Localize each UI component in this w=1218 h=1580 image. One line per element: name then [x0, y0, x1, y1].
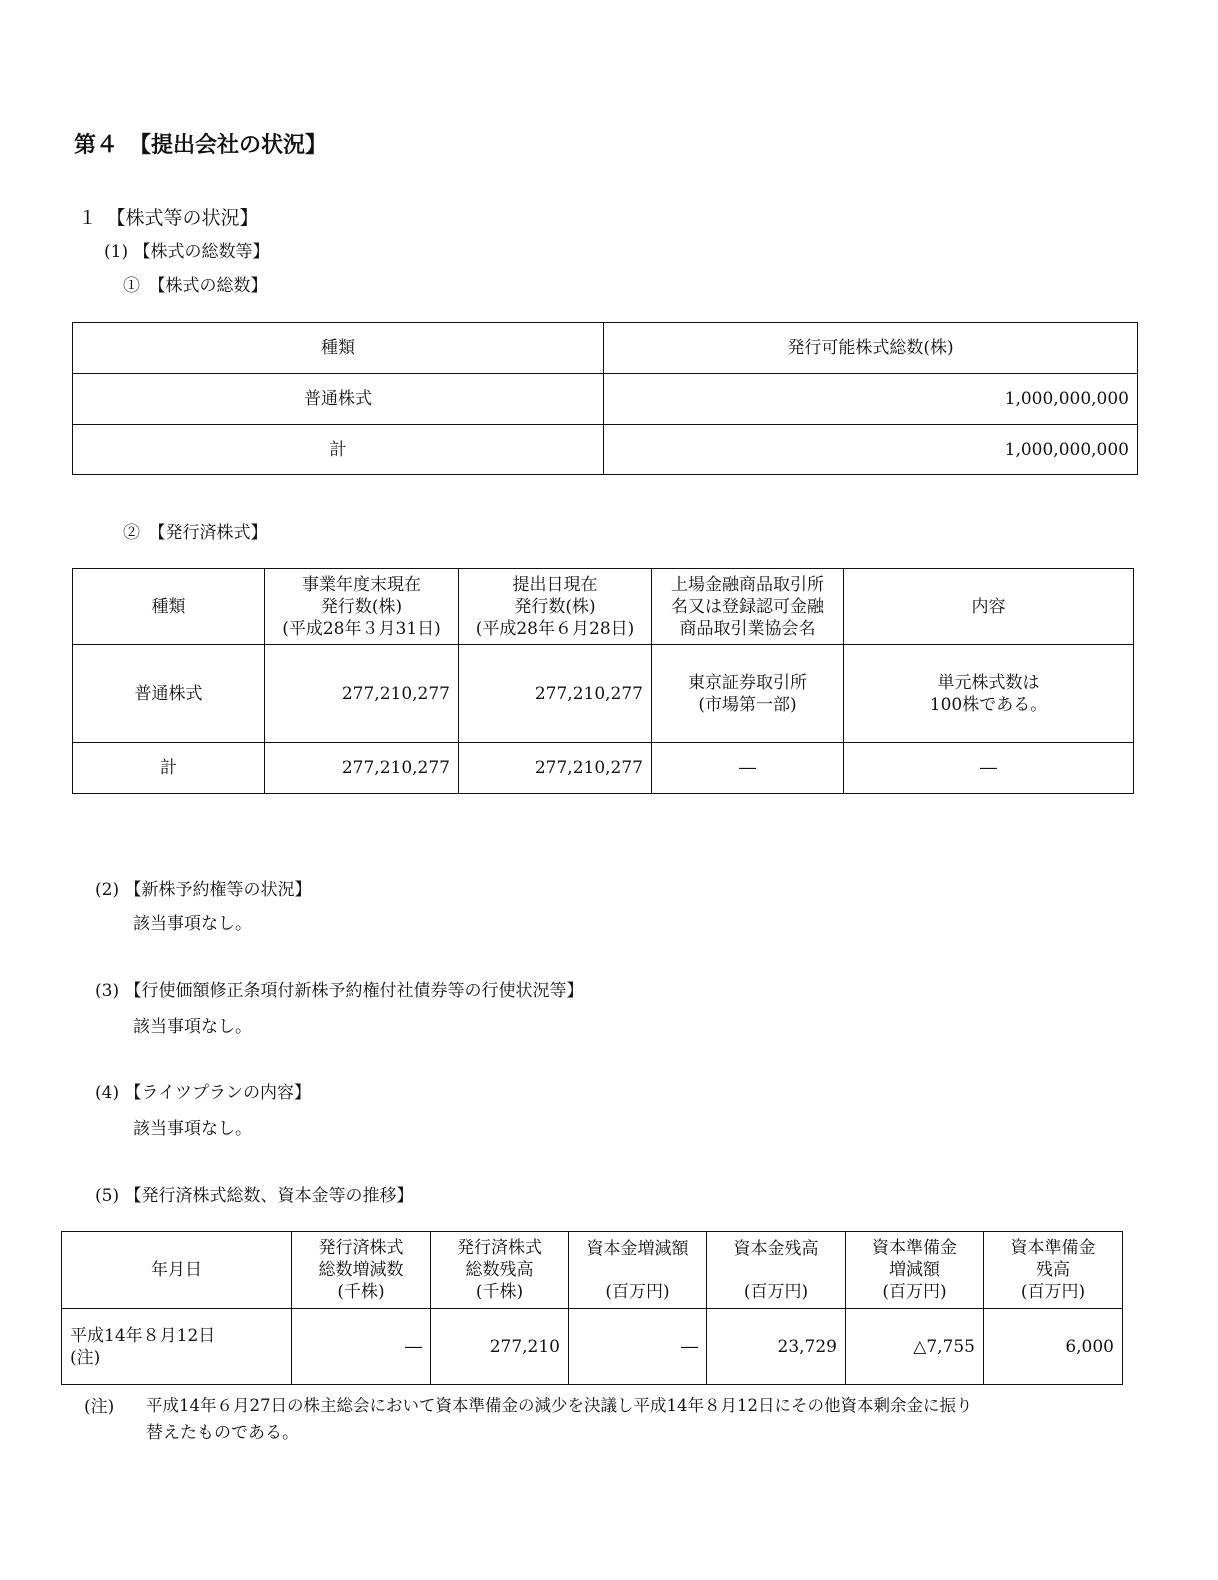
section-1-heading: １ 【株式等の状況】: [78, 207, 259, 229]
header-reserve-balance: 資本準備金 残高 (百万円): [984, 1232, 1123, 1309]
table-header-row: [62, 1232, 1123, 1309]
cell-content: ―: [844, 743, 1134, 794]
section-1-1-heading: (1) 【株式の総数等】: [104, 242, 270, 262]
cell-authorized-shares: 1,000,000,000: [604, 374, 1138, 425]
section-3-text: 該当事項なし。: [133, 1017, 252, 1037]
header-content: 内容: [844, 569, 1134, 645]
cell-date: 平成14年８月12日 (注): [62, 1309, 292, 1385]
cell-fy-end-shares: 277,210,277: [265, 743, 459, 794]
header-type: 種類: [73, 569, 265, 645]
header-type: 種類: [73, 323, 604, 374]
cell-reserve-balance: 6,000: [984, 1309, 1123, 1385]
cell-shares-change: ―: [292, 1309, 431, 1385]
header-exchange: 上場金融商品取引所 名又は登録認可金融 商品取引業協会名: [652, 569, 844, 645]
cell-fy-end-shares: 277,210,277: [265, 645, 459, 743]
cell-type: 普通株式: [73, 645, 265, 743]
section-3-heading: (3) 【行使価額修正条項付新株予約権付社債券等の行使状況等】: [95, 981, 584, 1001]
header-authorized-shares: 発行可能株式総数(株): [604, 323, 1138, 374]
section-2-heading: (2) 【新株予約権等の状況】: [95, 880, 312, 900]
table-row: [73, 645, 1134, 743]
table-row: [73, 425, 1138, 475]
table-row: [73, 374, 1138, 425]
header-capital-change: 資本金増減額 (百万円): [569, 1232, 707, 1309]
cell-capital-change: ―: [569, 1309, 707, 1385]
header-filing-date-shares: 提出日現在 発行数(株) (平成28年６月28日): [459, 569, 652, 645]
section-5-heading: (5) 【発行済株式総数、資本金等の推移】: [95, 1186, 414, 1206]
table-row: [73, 743, 1134, 794]
section-1-1-a-heading: ① 【株式の総数】: [123, 276, 268, 296]
note-label: (注): [84, 1397, 115, 1417]
table-row: [62, 1309, 1123, 1385]
header-capital-balance: 資本金残高 (百万円): [707, 1232, 846, 1309]
cell-reserve-change: △7,755: [846, 1309, 984, 1385]
page-title: 第４ 【提出会社の状況】: [74, 133, 328, 158]
section-1-1-b-heading: ② 【発行済株式】: [123, 523, 268, 543]
cell-shares-balance: 277,210: [431, 1309, 569, 1385]
cell-type: 計: [73, 425, 604, 475]
note-line-2: 替えたものである。: [146, 1423, 299, 1443]
table-header-row: [73, 323, 1138, 374]
header-shares-balance: 発行済株式 総数残高 (千株): [431, 1232, 569, 1309]
section-4-heading: (4) 【ライツプランの内容】: [95, 1083, 311, 1103]
cell-type: 計: [73, 743, 265, 794]
cell-type: 普通株式: [73, 374, 604, 425]
table-header-row: [73, 569, 1134, 645]
cell-capital-balance: 23,729: [707, 1309, 846, 1385]
issued-shares-table: [72, 568, 1134, 794]
total-shares-table: [72, 322, 1138, 475]
cell-filing-date-shares: 277,210,277: [459, 743, 652, 794]
section-2-text: 該当事項なし。: [133, 914, 252, 934]
cell-authorized-shares: 1,000,000,000: [604, 425, 1138, 475]
section-4-text: 該当事項なし。: [133, 1119, 252, 1139]
capital-history-table: [61, 1231, 1123, 1385]
header-shares-change: 発行済株式 総数増減数 (千株): [292, 1232, 431, 1309]
header-reserve-change: 資本準備金 増減額 (百万円): [846, 1232, 984, 1309]
cell-filing-date-shares: 277,210,277: [459, 645, 652, 743]
cell-content: 単元株式数は 100株である。: [844, 645, 1134, 743]
header-date: 年月日: [62, 1232, 292, 1309]
header-fy-end-shares: 事業年度末現在 発行数(株) (平成28年３月31日): [265, 569, 459, 645]
cell-exchange: ―: [652, 743, 844, 794]
cell-exchange: 東京証券取引所 (市場第一部): [652, 645, 844, 743]
note-line-1: 平成14年６月27日の株主総会において資本準備金の減少を決議し平成14年８月12日にその他資本剰余金に振り: [146, 1396, 973, 1415]
